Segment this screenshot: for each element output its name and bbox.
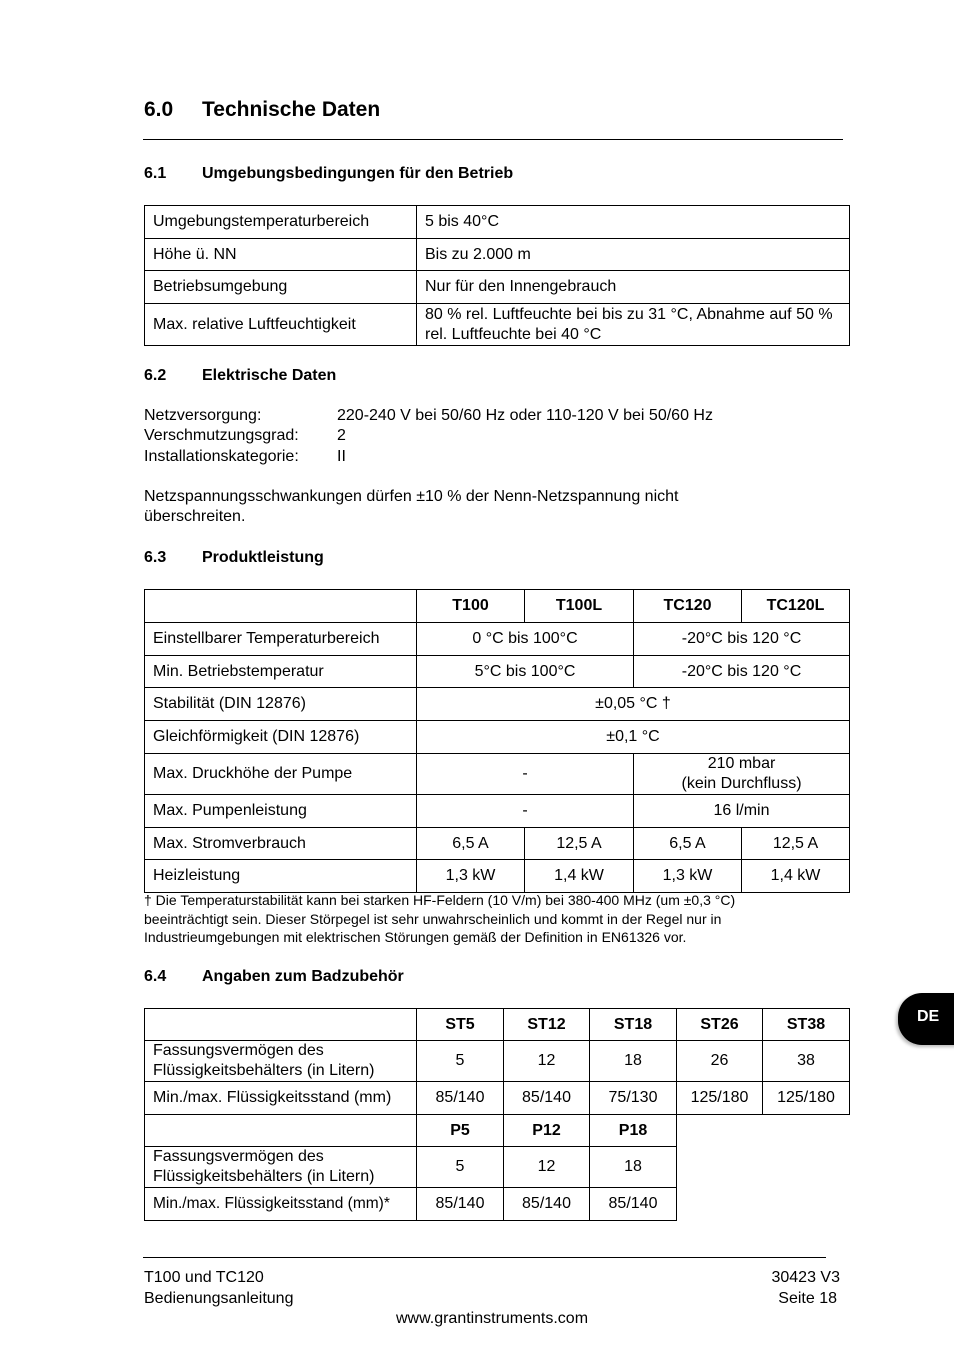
heater-tc120: 1,3 kW: [634, 860, 742, 893]
p-level-p5: 85/140: [417, 1188, 504, 1221]
heater-t100l: 1,4 kW: [525, 860, 634, 893]
row-label-stability: Stabilität (DIN 12876): [145, 688, 417, 721]
st-capacity-st18: 18: [590, 1041, 677, 1082]
p-capacity-p18: 18: [590, 1147, 677, 1188]
section-6-3-title: Produktleistung: [202, 549, 324, 566]
p-capacity-empty: [677, 1147, 850, 1188]
footer-doc-type: Bedienungsanleitung: [144, 1290, 294, 1307]
env-value-environment: Nur für den Innengebrauch: [417, 271, 850, 304]
st-level-st18: 75/130: [590, 1082, 677, 1115]
st-capacity-st12: 12: [504, 1041, 590, 1082]
model-header-t100: T100: [417, 590, 525, 623]
footnote-line-1: † Die Temperaturstabilität kann bei starken HF-Feldern (10 V/m) bei 380-400 MHz (um ±0,3 °C): [144, 892, 736, 908]
footer-doc-number: 30423 V3: [771, 1269, 840, 1286]
st-header-st5: ST5: [417, 1009, 504, 1041]
heater-tc120l: 1,4 kW: [742, 860, 850, 893]
footer-rule: [143, 1257, 826, 1258]
language-label: DE: [917, 1008, 940, 1025]
pump-head-tc120: [634, 754, 850, 795]
p-capacity-label-line-2: Flüssigkeitsbehälters (in Litern): [153, 1168, 375, 1185]
st-level-st5: 85/140: [417, 1082, 504, 1115]
current-tc120: 6,5 A: [634, 828, 742, 860]
env-label-temp: Umgebungstemperaturbereich: [145, 206, 417, 239]
row-label-pump-flow: Max. Pumpenleistung: [145, 795, 417, 828]
st-capacity-st38: 38: [763, 1041, 850, 1082]
footnote-line-2: beeinträchtigt sein. Dieser Störpegel ist sehr unwahrscheinlich und kommt in der Regel nur in: [144, 911, 722, 927]
chapter-number: 6.0: [144, 98, 174, 121]
env-value-humidity: 80 % rel. Luftfeuchte bei bis zu 31 °C, Abnahme auf 50 % rel. Luftfeuchte bei 40 °C: [417, 304, 850, 346]
voltage-note-line-1: Netzspannungsschwankungen dürfen ±10 % der Nenn-Netzspannung nicht: [144, 488, 679, 505]
section-6-1-title: Umgebungsbedingungen für den Betrieb: [202, 165, 514, 182]
performance-header-blank: [145, 590, 417, 623]
pump-head-t100: -: [417, 754, 634, 795]
spec-value-supply: 220-240 V bei 50/60 Hz oder 110-120 V bei 50/60 Hz: [337, 407, 713, 424]
st-capacity-label-line-2: Flüssigkeitsbehälters (in Litern): [153, 1062, 375, 1079]
pump-flow-tc120: 16 l/min: [634, 795, 850, 828]
st-level-st12: 85/140: [504, 1082, 590, 1115]
footer-product: T100 und TC120: [144, 1269, 264, 1286]
st-capacity-st5: 5: [417, 1041, 504, 1082]
language-tab: [898, 993, 954, 1045]
spec-value-category: II: [337, 448, 346, 465]
env-label-altitude: Höhe ü. NN: [145, 239, 417, 271]
heading-rule: [143, 139, 843, 140]
row-label-temp-range: Einstellbarer Temperaturbereich: [145, 623, 417, 656]
current-t100: 6,5 A: [417, 828, 525, 860]
min-temp-tc120: -20°C bis 120 °C: [634, 656, 850, 688]
spec-label-pollution: Verschmutzungsgrad:: [144, 427, 299, 444]
section-6-3-number: 6.3: [144, 549, 167, 566]
p-header-empty: [677, 1115, 850, 1147]
spec-label-category: Installationskategorie:: [144, 448, 299, 465]
p-header-blank: [145, 1115, 417, 1147]
uniformity-value: ±0,1 °C: [417, 721, 850, 754]
row-label-uniformity: Gleichförmigkeit (DIN 12876): [145, 721, 417, 754]
st-level-st26: 125/180: [677, 1082, 763, 1115]
p-capacity-p5: 5: [417, 1147, 504, 1188]
p-header-p5: P5: [417, 1115, 504, 1147]
heater-t100: 1,3 kW: [417, 860, 525, 893]
st-level-label: Min./max. Flüssigkeitsstand (mm): [145, 1082, 417, 1115]
env-value-temp: 5 bis 40°C: [417, 206, 850, 239]
section-6-4-title: Angaben zum Badzubehör: [202, 968, 404, 985]
env-value-altitude: Bis zu 2.000 m: [417, 239, 850, 271]
env-label-environment: Betriebsumgebung: [145, 271, 417, 304]
p-header-p18: P18: [590, 1115, 677, 1147]
st-capacity-st26: 26: [677, 1041, 763, 1082]
min-temp-t100: 5°C bis 100°C: [417, 656, 634, 688]
section-6-2-number: 6.2: [144, 367, 167, 384]
st-header-st12: ST12: [504, 1009, 590, 1041]
pump-flow-t100: -: [417, 795, 634, 828]
st-header-blank: [145, 1009, 417, 1041]
footnote-line-3: Industrieumgebungen mit elektrischen Störungen gemäß der Definition in EN61326 vor.: [144, 929, 687, 945]
p-capacity-label-line-1: Fassungsvermögen des: [153, 1148, 324, 1165]
st-header-st18: ST18: [590, 1009, 677, 1041]
st-header-st26: ST26: [677, 1009, 763, 1041]
p-level-p12: 85/140: [504, 1188, 590, 1221]
row-label-heater: Heizleistung: [145, 860, 417, 893]
temp-range-t100: 0 °C bis 100°C: [417, 623, 634, 656]
st-level-st38: 125/180: [763, 1082, 850, 1115]
p-capacity-label: [145, 1147, 417, 1188]
p-level-p18: 85/140: [590, 1188, 677, 1221]
stability-value: ±0,05 °C †: [417, 688, 850, 721]
row-label-pump-head: Max. Druckhöhe der Pumpe: [145, 754, 417, 795]
footer-website[interactable]: www.grantinstruments.com: [395, 1310, 589, 1327]
footer-page-number: Seite 18: [778, 1290, 837, 1307]
row-label-min-temp: Min. Betriebstemperatur: [145, 656, 417, 688]
chapter-title: Technische Daten: [202, 98, 381, 121]
p-level-empty: [677, 1188, 850, 1221]
current-t100l: 12,5 A: [525, 828, 634, 860]
performance-table: [144, 589, 850, 893]
section-6-2-title: Elektrische Daten: [202, 367, 337, 384]
st-capacity-label-line-1: Fassungsvermögen des: [153, 1042, 324, 1059]
current-tc120l: 12,5 A: [742, 828, 850, 860]
voltage-note-line-2: überschreiten.: [144, 508, 246, 525]
section-6-4-number: 6.4: [144, 968, 167, 985]
row-label-current: Max. Stromverbrauch: [145, 828, 417, 860]
accessory-table: [144, 1008, 850, 1221]
env-label-humidity: Max. relative Luftfeuchtigkeit: [145, 304, 417, 346]
p-capacity-p12: 12: [504, 1147, 590, 1188]
environment-table: [144, 205, 850, 346]
model-header-t100l: T100L: [525, 590, 634, 623]
p-level-label: Min./max. Flüssigkeitsstand (mm)*: [145, 1188, 417, 1221]
pump-head-value: 210 mbar: [707, 755, 776, 772]
model-header-tc120: TC120: [634, 590, 742, 623]
model-header-tc120l: TC120L: [742, 590, 850, 623]
section-6-1-number: 6.1: [144, 165, 167, 182]
spec-label-supply: Netzversorgung:: [144, 407, 262, 424]
p-header-p12: P12: [504, 1115, 590, 1147]
temp-range-tc120: -20°C bis 120 °C: [634, 623, 850, 656]
pump-head-note: (kein Durchfluss): [681, 775, 802, 792]
st-capacity-label: [145, 1041, 417, 1082]
st-header-st38: ST38: [763, 1009, 850, 1041]
spec-value-pollution: 2: [337, 427, 346, 444]
